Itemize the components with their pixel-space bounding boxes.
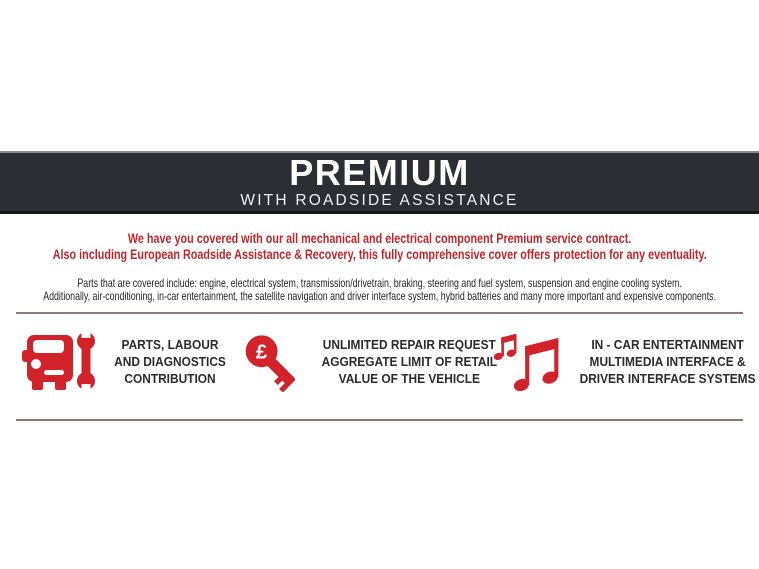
intro-line-2: Also including European Roadside Assistance & Recovery, this fully comprehensive cover offers protection for any eventuality. <box>52 246 707 262</box>
feature-entertainment <box>491 328 756 394</box>
premium-band <box>0 151 759 214</box>
page-subtitle: WITH ROADSIDE ASSISTANCE <box>240 192 519 209</box>
divider-bottom <box>16 419 743 421</box>
intro-line-1: We have you covered with our all mechanical and electrical component Premium service contract. <box>127 231 632 246</box>
feature-label-entertainment <box>580 336 756 387</box>
coverage-line-1: Parts that are covered include: engine, electrical system, transmission/drivetrain, braking, steering and fuel system, suspension and engine cooling system. <box>77 277 682 290</box>
pound-symbol: £ <box>255 341 267 364</box>
feature-repair-limit <box>243 330 497 392</box>
intro-text <box>0 231 759 262</box>
feature-label-line: IN - CAR ENTERTAINMENT <box>591 336 744 352</box>
divider-top <box>16 312 743 314</box>
car-wrench-icon <box>20 330 98 392</box>
feature-label-line: CONTRIBUTION <box>124 370 216 386</box>
music-notes-icon <box>491 328 563 394</box>
feature-label-line: VALUE OF THE VEHICLE <box>338 370 480 386</box>
coverage-line-2: Additionally, air-conditioning, in-car entertainment, the satellite navigation and driver interface system, hybrid batteries and many more important and expensive components. <box>43 290 716 303</box>
feature-label-line: MULTIMEDIA INTERFACE & <box>589 353 746 369</box>
feature-label-repair-limit <box>321 336 496 387</box>
feature-parts-labour <box>20 330 232 392</box>
feature-label-line: AND DIAGNOSTICS <box>114 353 226 369</box>
page-title: PREMIUM <box>289 152 470 193</box>
feature-label-line: PARTS, LABOUR <box>121 336 219 352</box>
coverage-text <box>0 277 759 303</box>
feature-label-line: UNLIMITED REPAIR REQUEST <box>322 336 496 352</box>
pound-key-icon <box>243 330 305 392</box>
feature-label-line: AGGREGATE LIMIT OF RETAIL <box>321 353 497 369</box>
feature-label-parts-labour <box>112 336 227 387</box>
feature-label-line: DRIVER INTERFACE SYSTEMS <box>579 370 756 386</box>
feature-row <box>20 322 756 400</box>
